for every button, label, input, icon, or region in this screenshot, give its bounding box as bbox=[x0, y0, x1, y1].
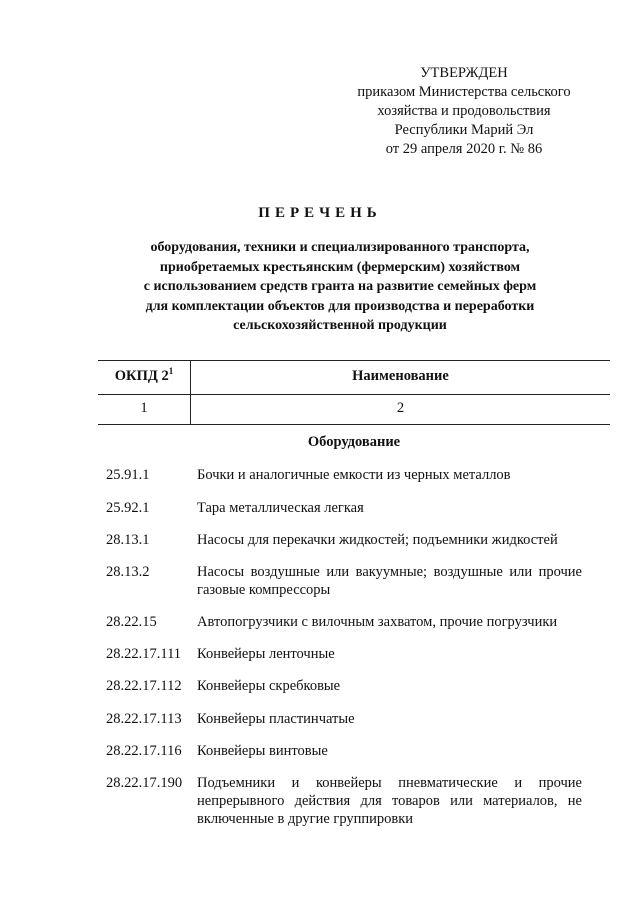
header-code-footnote-mark: 1 bbox=[168, 366, 174, 377]
row-name: Автопогрузчики с вилочным захватом, прочие погрузчики bbox=[197, 614, 558, 630]
row-name: Насосы для перекачки жидкостей; подъемники жидкостей bbox=[197, 532, 558, 548]
approval-date: от 29 апреля 2020 г. № 86 bbox=[385, 141, 543, 157]
subtitle-line: сельскохозяйственной продукции bbox=[233, 318, 447, 334]
row-name: Бочки и аналогичные емкости из черных металлов bbox=[197, 467, 511, 483]
row-code: 28.22.17.190 bbox=[106, 775, 183, 791]
approval-stamp bbox=[340, 64, 588, 159]
header-code bbox=[98, 368, 190, 385]
row-name: Конвейеры пластинчатые bbox=[197, 711, 355, 727]
subtitle-line: приобретаемых крестьянским (фермерским) хозяйством bbox=[159, 259, 521, 275]
row-name: Конвейеры ленточные bbox=[197, 646, 335, 662]
colnum-1: 1 bbox=[140, 400, 148, 416]
subtitle-line: оборудования, техники и специализированного транспорта, bbox=[150, 240, 530, 255]
row-code: 28.22.15 bbox=[106, 614, 157, 630]
row-name: Насосы воздушные или вакуумные; воздушные или прочие газовые компрессоры bbox=[197, 564, 582, 598]
row-code: 25.91.1 bbox=[106, 467, 150, 483]
document-subtitle bbox=[90, 238, 590, 336]
section-heading: Оборудование bbox=[307, 434, 401, 450]
approval-line: хозяйства и продовольствия bbox=[377, 103, 551, 119]
row-name: Тара металлическая легкая bbox=[197, 500, 364, 516]
row-code: 28.22.17.112 bbox=[106, 678, 182, 694]
row-name: Подъемники и конвейеры пневматические и прочие непрерывного действия для товаров или материалов, не включенные в другие группировки bbox=[197, 775, 582, 827]
row-code: 28.22.17.111 bbox=[106, 646, 182, 662]
table-colnum-divider bbox=[98, 424, 610, 425]
row-name: Конвейеры скребковые bbox=[197, 678, 341, 694]
table-top-border bbox=[98, 360, 610, 361]
header-name: Наименование bbox=[352, 368, 449, 384]
approval-heading: УТВЕРЖДЕН bbox=[420, 65, 508, 81]
row-name: Конвейеры винтовые bbox=[197, 743, 328, 759]
table-header-divider bbox=[98, 394, 610, 395]
row-code: 28.22.17.113 bbox=[106, 711, 182, 727]
row-code: 25.92.1 bbox=[106, 500, 150, 516]
row-code: 28.22.17.116 bbox=[106, 743, 182, 759]
subtitle-line: для комплектации объектов для производства и переработки bbox=[145, 298, 535, 314]
row-code: 28.13.2 bbox=[106, 564, 150, 580]
approval-line: приказом Министерства сельского bbox=[357, 84, 571, 100]
header-code-label: ОКПД 2 bbox=[114, 368, 169, 384]
document-title: ПЕРЕЧЕНЬ bbox=[258, 205, 382, 221]
approval-line: Республики Марий Эл bbox=[394, 122, 534, 138]
subtitle-line: с использованием средств гранта на развитие семейных ферм bbox=[143, 279, 537, 295]
colnum-2: 2 bbox=[396, 400, 405, 416]
row-code: 28.13.1 bbox=[106, 532, 150, 548]
